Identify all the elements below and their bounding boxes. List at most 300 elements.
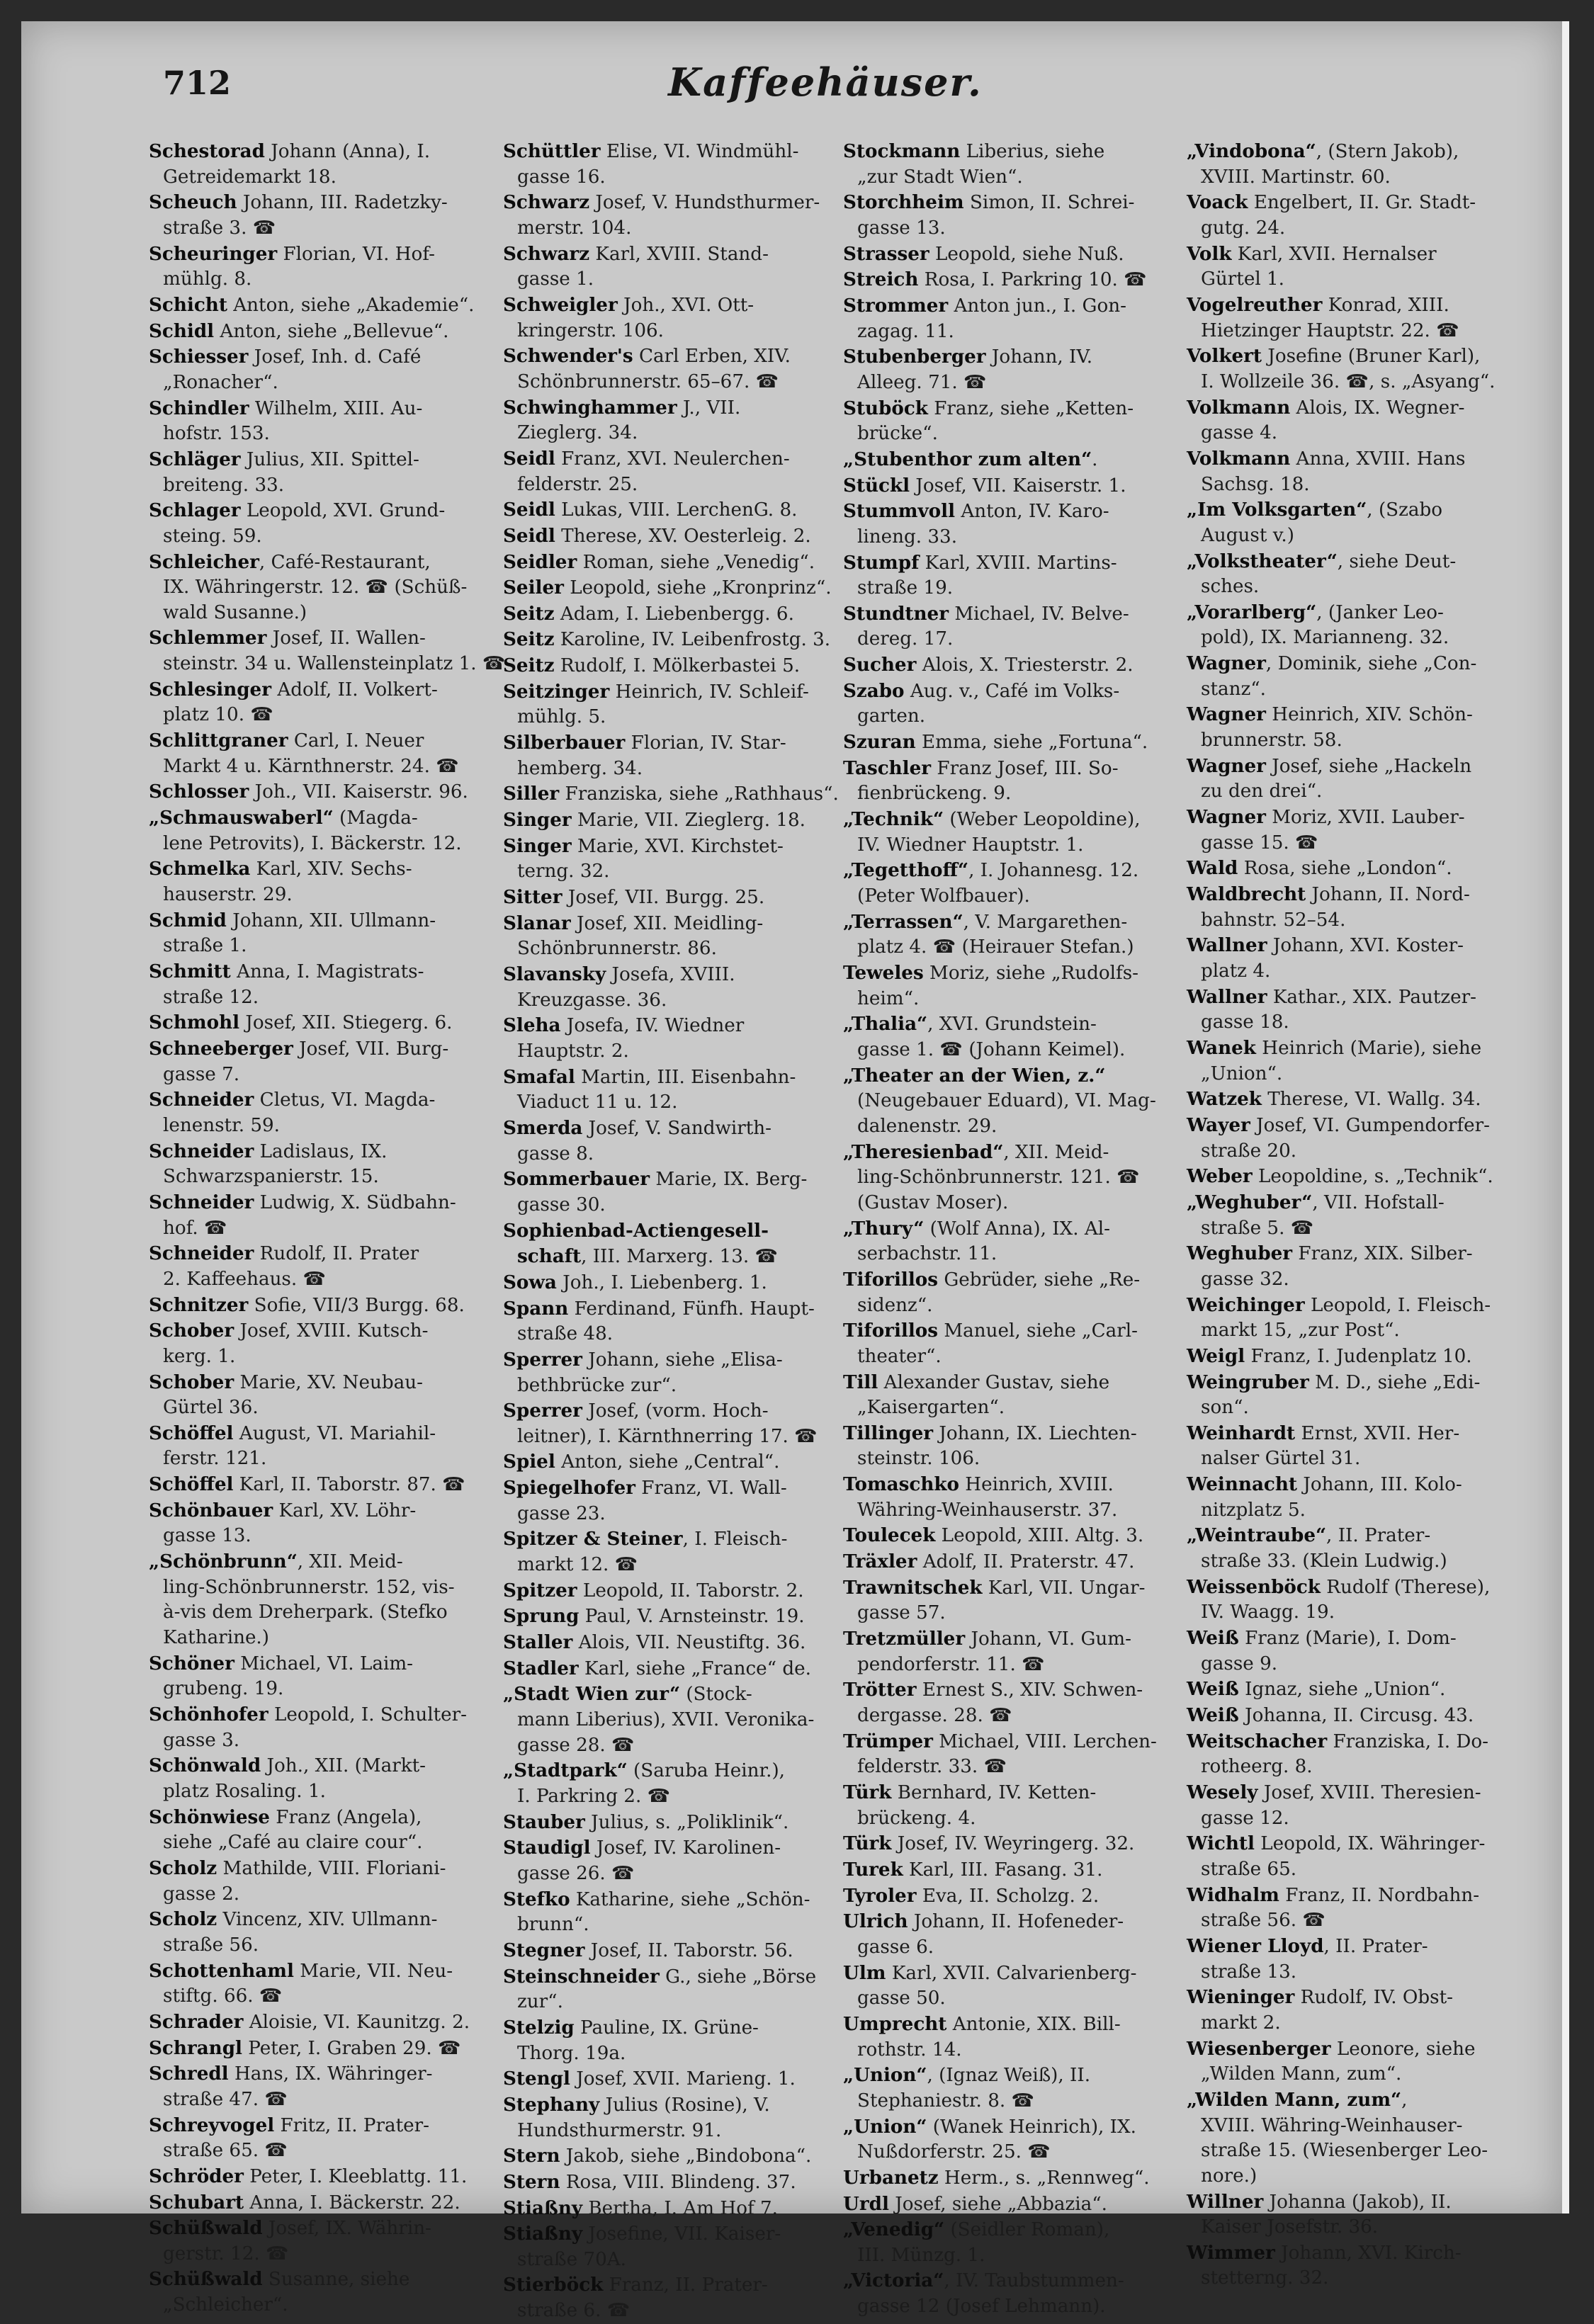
entry-text: IX. Währingerstr. 12. ☎ (Schüß-: [163, 577, 468, 599]
directory-entry: [149, 677, 510, 728]
entry-text: , II. Prater-: [1326, 1525, 1431, 1547]
directory-entry: [1187, 1421, 1541, 1472]
directory-entry: [149, 1856, 510, 1907]
directory-entry: [843, 1883, 1204, 1910]
entry-text: Heinrich, IV. Schleif-: [609, 681, 809, 703]
entry-text: Johann, siehe „Elisa-: [582, 1349, 783, 1371]
directory-entry: [1187, 1370, 1541, 1421]
entry-name: Schicht: [149, 293, 227, 316]
directory-entry: [149, 728, 510, 779]
entry-name: Schober: [149, 1371, 234, 1393]
entry-text: (Neugebauer Eduard), VI. Mag-: [857, 1090, 1156, 1112]
entry-text: fienbrückeng. 9.: [857, 783, 1012, 805]
directory-entry: [149, 856, 510, 907]
directory-entry: [503, 1810, 864, 1836]
entry-text: (Saruba Heinr.),: [627, 1760, 785, 1782]
directory-entry: [843, 2063, 1204, 2114]
directory-entry: [843, 2114, 1204, 2165]
directory-entry: [149, 344, 510, 395]
directory-entry: [1187, 1831, 1541, 1882]
entry-name: Taschler: [843, 756, 932, 779]
entry-name: Spann: [503, 1297, 569, 1320]
entry-text: August v.): [1201, 524, 1294, 546]
entry-text: Leopold, siehe „Kronprinz“.: [563, 577, 832, 599]
entry-text: Josef, II. Taborstr. 56.: [584, 1939, 793, 1961]
entry-text: Mathilde, VIII. Floriani-: [217, 1857, 446, 1879]
entry-text: IV. Wiedner Hauptstr. 1.: [857, 834, 1084, 856]
entry-text: Karl, XV. Löhr-: [273, 1500, 417, 1521]
directory-entry: [843, 652, 1204, 679]
entry-text: Karl, III. Fasang. 31.: [903, 1859, 1103, 1881]
page-number: 712: [163, 64, 232, 102]
entry-name: Schubart: [149, 2191, 244, 2214]
directory-entry: [503, 1270, 864, 1296]
entry-text: gasse 16.: [517, 166, 606, 188]
entry-text: „Kaisergarten“.: [857, 1397, 1005, 1419]
entry-text: Gürtel 36.: [163, 1397, 259, 1419]
entry-text: mühlg. 5.: [517, 706, 606, 728]
entry-text: Josef, VI. Gumpendorfer-: [1250, 1114, 1490, 1136]
directory-entry: [843, 1216, 1204, 1267]
entry-name: „Terrassen“: [843, 910, 963, 933]
entry-text: gasse 13.: [163, 1525, 251, 1547]
directory-entry: [149, 190, 510, 241]
entry-name: Wagner: [1187, 703, 1266, 726]
entry-text: Leopold, II. Taborstr. 2.: [577, 1580, 804, 1602]
entry-name: Stierböck: [503, 2274, 604, 2296]
entry-text: kringerstr. 106.: [517, 319, 664, 341]
entry-text: leitner), I. Kärnthnerring 17. ☎: [517, 1425, 818, 1447]
entry-text: Josef, siehe „Abbazia“.: [888, 2193, 1107, 2215]
entry-text: Anna, I. Magistrats-: [230, 961, 424, 982]
entry-name: Stubenberger: [843, 346, 986, 368]
entry-text: Josef, V. Hundsthurmer-: [589, 192, 820, 214]
entry-text: Florian, VI. Hof-: [277, 243, 435, 265]
entry-name: „Im Volksgarten“: [1187, 499, 1367, 521]
entry-name: „Theater an der Wien, z.“: [843, 1064, 1106, 1087]
entry-name: „Vindobona“: [1187, 140, 1316, 162]
entry-text: Johann, XII. Ullmann-: [226, 909, 436, 931]
entry-text: Therese, VI. Wallg. 34.: [1261, 1089, 1481, 1111]
entry-name: Tiforillos: [843, 1268, 939, 1291]
entry-text: Rosa, I. Parkring 10. ☎: [918, 269, 1147, 291]
entry-text: markt 12. ☎: [517, 1554, 638, 1576]
entry-text: Bernhard, IV. Ketten-: [891, 1782, 1097, 1803]
entry-text: grubeng. 19.: [163, 1678, 284, 1700]
directory-entry: [1187, 702, 1541, 753]
entry-text: ferstr. 121.: [163, 1448, 267, 1470]
entry-text: IV. Waagg. 19.: [1201, 1602, 1335, 1623]
entry-name: Tillinger: [843, 1422, 934, 1444]
entry-name: Schidl: [149, 319, 215, 342]
entry-name: Sperrer: [503, 1348, 582, 1371]
entry-text: gasse 15. ☎: [1201, 832, 1318, 854]
directory-entry: [503, 781, 864, 807]
entry-text: (Wolf Anna), IX. Al-: [924, 1218, 1111, 1240]
directory-entry: [1187, 1626, 1541, 1677]
entry-text: gasse 30.: [517, 1194, 606, 1215]
entry-text: sches.: [1201, 576, 1260, 598]
entry-text: gerstr. 12. ☎: [163, 2243, 289, 2265]
directory-entry: [843, 447, 1204, 473]
directory-entry: [503, 1938, 864, 1964]
entry-text: felderstr. 25.: [517, 473, 638, 495]
entry-text: Franziska, I. Do-: [1327, 1730, 1488, 1752]
entry-text: dergasse. 28. ☎: [857, 1705, 1012, 1727]
entry-name: Spitzer: [503, 1579, 577, 1602]
entry-text: zu den drei“.: [1201, 781, 1323, 803]
entry-name: Schmid: [149, 909, 227, 931]
entry-text: Johann, XVI. Kirch-: [1274, 2242, 1462, 2264]
entry-text: (Magda-: [333, 807, 418, 829]
entry-text: Schönbrunnerstr. 65–67. ☎: [517, 370, 779, 392]
entry-name: Weiß: [1187, 1678, 1239, 1701]
entry-name: Stengl: [503, 2068, 570, 2090]
directory-entry: [843, 1011, 1204, 1062]
entry-name: Ulrich: [843, 1910, 908, 1933]
directory-entry: [843, 1549, 1204, 1575]
entry-name: Wallner: [1187, 934, 1267, 957]
entry-text: August, VI. Mariahil-: [233, 1422, 436, 1444]
entry-name: Schönwiese: [149, 1806, 270, 1828]
directory-entry: [149, 1139, 510, 1190]
entry-name: Stundtner: [843, 602, 949, 625]
entry-text: steinstr. 106.: [857, 1448, 980, 1470]
entry-name: Vogelreuther: [1187, 293, 1323, 316]
entry-name: Schrangl: [149, 2036, 242, 2059]
directory-entry: [843, 550, 1204, 601]
directory-entry: [503, 395, 864, 446]
entry-text: Anna, I. Bäckerstr. 22.: [244, 2192, 460, 2214]
entry-name: Trawnitschek: [843, 1576, 983, 1599]
directory-entry: [149, 1907, 510, 1958]
directory-entry: [1187, 1164, 1541, 1190]
entry-text: Kreuzgasse. 36.: [517, 989, 667, 1011]
entry-text: Josef, II. Wallen-: [266, 628, 426, 650]
entry-name: Urdl: [843, 2192, 889, 2215]
directory-entry: [149, 1241, 510, 1292]
entry-text: Josef, IX. Währin-: [262, 2218, 431, 2240]
entry-name: „Victoria“: [843, 2269, 944, 2292]
entry-name: Szabo: [843, 679, 905, 702]
directory-entry: [843, 396, 1204, 447]
entry-name: „Thury“: [843, 1217, 925, 1240]
entry-name: Schmelka: [149, 858, 251, 880]
entry-text: Kaiser Josefstr. 36.: [1201, 2216, 1379, 2238]
entry-name: Wimmer: [1187, 2241, 1275, 2264]
entry-text: (Weber Leopoldine),: [944, 809, 1141, 831]
entry-text: gutg. 24.: [1201, 217, 1286, 239]
entry-text: heim“.: [857, 987, 920, 1009]
entry-name: Willner: [1187, 2190, 1264, 2213]
entry-text: Josef, Inh. d. Café: [248, 346, 422, 368]
directory-entry: [149, 1651, 510, 1702]
entry-name: Schönwald: [149, 1755, 261, 1777]
entry-text: Gebrüder, siehe „Re-: [938, 1269, 1141, 1291]
entry-text: (Wanek Heinrich), IX.: [927, 2116, 1136, 2138]
entry-name: Stiaßny: [503, 2223, 583, 2245]
entry-name: Seidl: [503, 447, 555, 470]
entry-text: Josefine (Bruner Karl),: [1262, 346, 1481, 368]
entry-name: Stückl: [843, 474, 910, 497]
directory-entry: [503, 523, 864, 550]
entry-name: Weingruber: [1187, 1371, 1309, 1393]
entry-text: Adolf, II. Praterstr. 47.: [917, 1551, 1135, 1573]
entry-text: gasse 23.: [517, 1502, 606, 1524]
entry-name: Seidl: [503, 524, 555, 547]
entry-name: Schredl: [149, 2063, 229, 2085]
entry-name: Stiaßny: [503, 2197, 583, 2219]
entry-name: Schlittgraner: [149, 730, 288, 752]
entry-text: dereg. 17.: [857, 628, 954, 650]
entry-name: schaft: [517, 1245, 582, 1268]
entry-text: straße 12.: [163, 986, 259, 1008]
directory-entry: [1187, 1087, 1541, 1113]
entry-text: , (Ignaz Weiß), II.: [927, 2065, 1091, 2087]
directory-entry: [503, 497, 864, 523]
entry-name: Schiesser: [149, 346, 249, 368]
directory-entry: [503, 2143, 864, 2170]
directory-entry: [1187, 1575, 1541, 1626]
entry-name: Schlesinger: [149, 678, 272, 701]
directory-entry: [843, 1677, 1204, 1728]
entry-text: Marie, XV. Neubau-: [234, 1371, 423, 1393]
entry-text: Schwarzspanierstr. 15.: [163, 1166, 379, 1188]
entry-name: „Venedig“: [843, 2218, 945, 2241]
entry-text: „zur Stadt Wien“.: [857, 166, 1023, 188]
directory-entry: [843, 2217, 1204, 2268]
entry-text: I. Parkring 2. ☎: [517, 1786, 671, 1807]
directory-entry: [503, 1887, 864, 1938]
directory-entry: [843, 1140, 1204, 1216]
directory-entry: [1187, 344, 1541, 395]
entry-text: straße 56. ☎: [1201, 1910, 1325, 1932]
entry-name: Volk: [1187, 242, 1232, 265]
entry-text: gasse 50.: [857, 1988, 946, 2010]
directory-entry: [1187, 1241, 1541, 1292]
entry-text: lenenstr. 59.: [163, 1114, 281, 1136]
entry-text: (Gustav Moser).: [857, 1191, 1009, 1213]
directory-entry: [503, 1835, 864, 1886]
entry-text: Josef, IV. Karolinen-: [590, 1837, 781, 1859]
entry-name: Wieninger: [1187, 1986, 1295, 2009]
directory-entry: [1187, 2240, 1541, 2291]
entry-text: ,: [1401, 2089, 1408, 2111]
entry-text: Katharine.): [163, 1627, 269, 1649]
entry-text: Markt 4 u. Kärnthnerstr. 24. ☎: [163, 755, 459, 777]
entry-text: Cletus, VI. Magda-: [254, 1089, 436, 1111]
directory-entry: [503, 2272, 864, 2323]
directory-entry: [843, 242, 1204, 268]
entry-name: Schrader: [149, 2010, 244, 2033]
directory-entry: [1187, 1703, 1541, 1729]
directory-entry: [503, 293, 864, 344]
directory-entry: [843, 1780, 1204, 1831]
entry-name: Scholz: [149, 1857, 217, 1879]
entry-name: Strommer: [843, 294, 949, 317]
entry-text: ling-Schönbrunnerstr. 152, vis-: [163, 1576, 455, 1598]
entry-text: terng. 32.: [517, 861, 610, 883]
entry-name: Sommerbauer: [503, 1168, 650, 1191]
entry-text: Johann (Anna), I.: [264, 141, 431, 162]
entry-text: Joh., I. Liebenberg. 1.: [556, 1271, 767, 1293]
entry-text: Engelbert, II. Gr. Stadt-: [1248, 192, 1476, 214]
entry-text: Rudolf, II. Prater: [254, 1243, 419, 1265]
directory-entry: [503, 627, 864, 653]
directory-entry: [843, 756, 1204, 807]
entry-text: Ferdinand, Fünfh. Haupt-: [568, 1298, 815, 1320]
entry-text: G., siehe „Börse: [659, 1966, 817, 1988]
directory-entry: [843, 344, 1204, 395]
entry-name: Wiener Lloyd: [1187, 1934, 1324, 1957]
entry-name: Weitschacher: [1187, 1730, 1328, 1752]
directory-entry: [149, 447, 510, 498]
directory-entry: [149, 625, 510, 676]
directory-entry: [503, 242, 864, 293]
entry-text: , I. Johannesg. 12.: [968, 860, 1139, 882]
entry-text: zagag. 11.: [857, 320, 954, 342]
entry-text: Franz, siehe „Ketten-: [927, 397, 1134, 419]
directory-entry: [149, 1753, 510, 1804]
entry-text: Adolf, II. Volkert-: [271, 679, 438, 701]
directory-entry: [149, 2036, 510, 2062]
directory-column-3: [843, 139, 1204, 2320]
entry-name: Weinhardt: [1187, 1422, 1296, 1444]
directory-entry: [503, 1964, 864, 2015]
entry-name: Türk: [843, 1781, 892, 1803]
directory-entry: [503, 730, 864, 781]
entry-name: „Technik“: [843, 808, 944, 831]
entry-name: Schüttler: [503, 140, 601, 162]
entry-text: Hietzinger Hauptstr. 22. ☎: [1201, 319, 1459, 341]
entry-name: „Union“: [843, 2115, 927, 2138]
entry-text: Karl, siehe „France“ de.: [578, 1657, 811, 1679]
entry-name: Silberbauer: [503, 732, 626, 754]
entry-text: felderstr. 33. ☎: [857, 1756, 1007, 1778]
entry-text: nitzplatz 5.: [1201, 1499, 1306, 1521]
directory-entry: [149, 2061, 510, 2112]
entry-text: brunnerstr. 58.: [1201, 730, 1343, 752]
directory-entry: [1187, 882, 1541, 933]
entry-text: Josef, XVIII. Kutsch-: [234, 1320, 429, 1342]
entry-text: Franziska, siehe „Rathhaus“.: [559, 783, 839, 805]
entry-text: Aug. v., Café im Volks-: [904, 680, 1120, 702]
directory-entry: [843, 473, 1204, 499]
directory-entry: [1187, 1036, 1541, 1087]
entry-text: Florian, IV. Star-: [625, 732, 786, 754]
entry-text: straße 70A.: [517, 2248, 626, 2270]
entry-text: Katharine, siehe „Schön-: [570, 1888, 810, 1910]
entry-name: Watzek: [1187, 1088, 1262, 1111]
entry-name: Schläger: [149, 448, 241, 470]
entry-text: Alois, VII. Neustiftg. 36.: [572, 1632, 806, 1654]
directory-entry: [843, 1421, 1204, 1472]
entry-text: Schönbrunnerstr. 86.: [517, 938, 717, 960]
entry-text: Viaduct 11 u. 12.: [517, 1092, 678, 1113]
entry-text: Vincenz, XIV. Ullmann-: [217, 1909, 438, 1931]
directory-entry: [149, 2267, 510, 2318]
entry-text: breiteng. 33.: [163, 474, 285, 496]
directory-entry: [843, 679, 1204, 730]
entry-text: gasse 12 (Josef Lehmann).: [857, 2296, 1106, 2318]
directory-entry: [1187, 1523, 1541, 1574]
entry-name: Smafal: [503, 1065, 575, 1088]
entry-name: Sowa: [503, 1271, 557, 1293]
entry-name: Schneeberger: [149, 1037, 293, 1060]
entry-text: steing. 59.: [163, 525, 262, 547]
entry-text: „Wilden Mann, zum“.: [1201, 2063, 1402, 2085]
entry-name: Schweigler: [503, 293, 618, 316]
entry-text: Fritz, II. Prater-: [274, 2114, 430, 2136]
entry-name: Turek: [843, 1858, 903, 1881]
directory-entry: [149, 1087, 510, 1138]
entry-name: Wald: [1187, 857, 1238, 880]
entry-name: Spiel: [503, 1451, 555, 1473]
entry-name: Stern: [503, 2145, 560, 2167]
entry-text: Moriz, siehe „Rudolfs-: [923, 963, 1138, 984]
running-head: Kaffeehäuser.: [668, 59, 983, 105]
directory-entry: [503, 190, 864, 241]
entry-text: brückeng. 4.: [857, 1807, 976, 1829]
entry-text: Josef, XII. Stiegerg. 6.: [239, 1012, 453, 1034]
entry-text: Herm., s. „Rennweg“.: [938, 2167, 1150, 2189]
entry-text: garten.: [857, 705, 926, 727]
directory-entry: [1187, 933, 1541, 984]
directory-entry: [503, 1604, 864, 1630]
entry-name: Tretzmüller: [843, 1628, 966, 1650]
entry-text: ling-Schönbrunnerstr. 121. ☎: [857, 1167, 1140, 1189]
entry-text: Franz, I. Judenplatz 10.: [1245, 1345, 1472, 1367]
entry-text: XVIII. Währing-Weinhauser-: [1201, 2114, 1463, 2136]
directory-entry: [503, 1526, 864, 1577]
directory-entry: [503, 1347, 864, 1398]
entry-text: serbachstr. 11.: [857, 1243, 997, 1265]
entry-name: Stockmann: [843, 140, 961, 162]
directory-page: [21, 21, 1569, 2322]
entry-text: nore.): [1201, 2165, 1257, 2187]
entry-name: Seidl: [503, 499, 555, 521]
directory-entry: [503, 807, 864, 834]
directory-entry: [149, 396, 510, 447]
entry-name: Stadler: [503, 1657, 579, 1679]
entry-text: Peter, I. Kleeblattg. 11.: [243, 2165, 468, 2187]
entry-text: Aloisie, VI. Kaunitzg. 2.: [243, 2011, 470, 2033]
entry-text: gasse 6.: [857, 1936, 934, 1958]
entry-name: Stern: [503, 2170, 560, 2193]
entry-name: Wiesenberger: [1187, 2037, 1331, 2060]
entry-text: Nußdorferstr. 25. ☎: [857, 2141, 1051, 2163]
directory-entry: [149, 959, 510, 1010]
entry-text: Wilhelm, XIII. Au-: [249, 397, 423, 419]
directory-entry: [149, 2216, 510, 2267]
entry-name: Storchheim: [843, 191, 964, 214]
entry-name: Schöner: [149, 1652, 234, 1674]
entry-name: Weissenböck: [1187, 1575, 1321, 1598]
entry-name: Stumpf: [843, 551, 920, 574]
entry-name: Stuböck: [843, 397, 928, 419]
entry-text: Ignaz, siehe „Union“.: [1238, 1679, 1446, 1701]
entry-text: Joh., XVI. Ott-: [617, 294, 754, 316]
directory-entry: [503, 1065, 864, 1116]
directory-entry: [1187, 1113, 1541, 1164]
directory-entry: [843, 2192, 1204, 2218]
entry-name: „Wilden Mann, zum“: [1187, 2088, 1402, 2111]
directory-entry: [503, 679, 864, 730]
directory-entry: [843, 1626, 1204, 1677]
directory-entry: [503, 885, 864, 911]
directory-entry: [503, 575, 864, 601]
directory-entry: [1187, 1780, 1541, 1831]
